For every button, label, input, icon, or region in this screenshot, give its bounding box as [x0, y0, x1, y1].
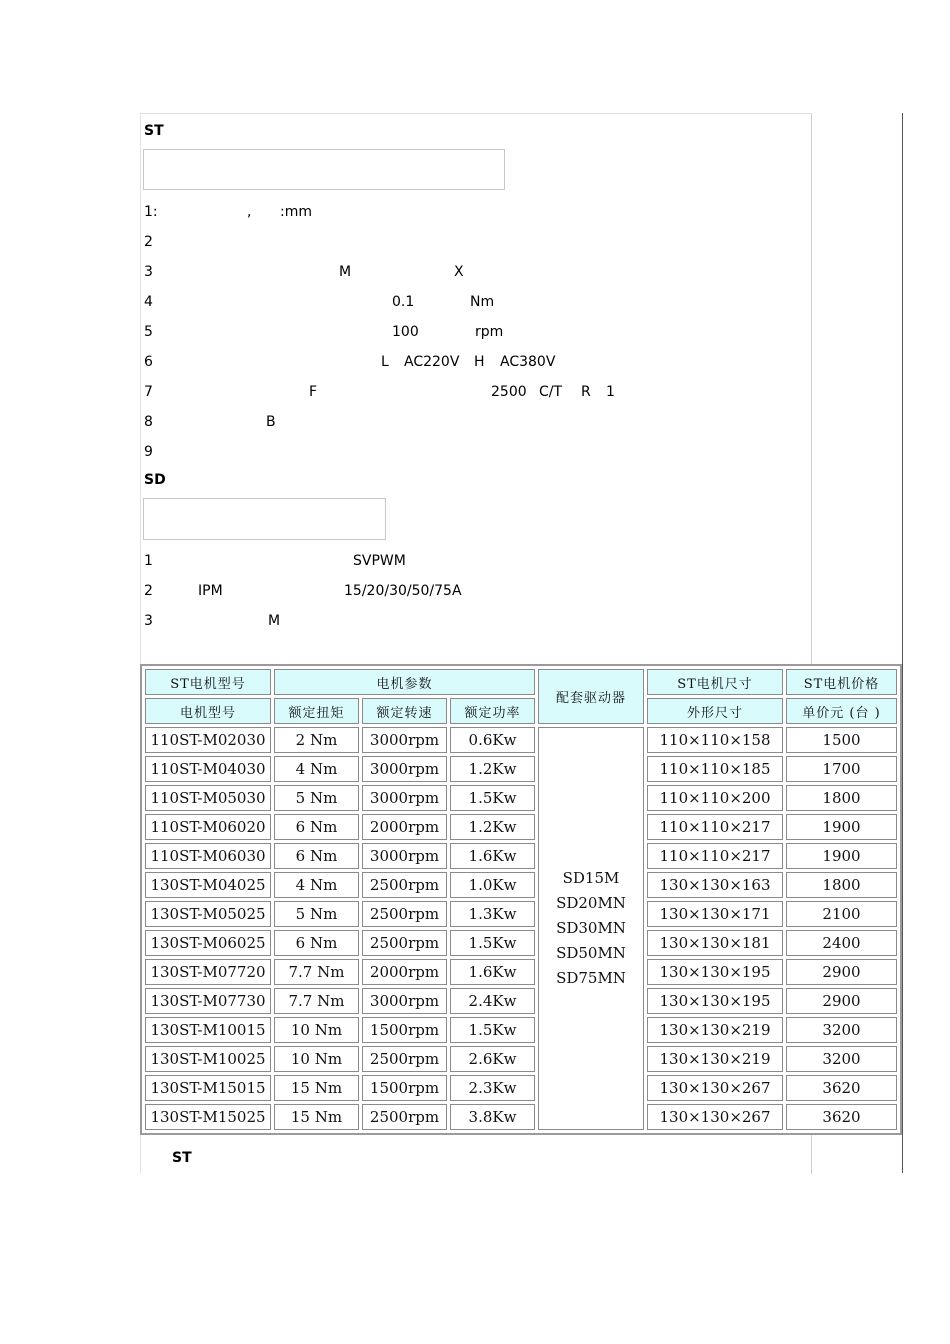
cell-model: 110ST-M05030 [145, 785, 271, 811]
header-speed: 额定转速 [362, 698, 447, 724]
table-header-row-2 [145, 698, 897, 724]
cell-model: 130ST-M10025 [145, 1046, 271, 1072]
cell-torque: 15 Nm [274, 1104, 359, 1130]
cell-price: 2400 [786, 930, 897, 956]
driver-item: SD50MN [556, 944, 626, 962]
header-torque: 额定扭矩 [274, 698, 359, 724]
table-row [145, 959, 897, 985]
cell-torque: 10 Nm [274, 1046, 359, 1072]
cell-speed: 2000rpm [362, 959, 447, 985]
table-row [145, 1017, 897, 1043]
cell-model: 110ST-M06030 [145, 843, 271, 869]
header-motor-params: 电机参数 [274, 669, 535, 695]
cell-dimensions: 130×130×219 [647, 1046, 783, 1072]
cell-torque: 4 Nm [274, 756, 359, 782]
cell-torque: 10 Nm [274, 1017, 359, 1043]
st-section-title: ST [144, 123, 164, 139]
cell-speed: 3000rpm [362, 785, 447, 811]
cell-power: 1.3Kw [450, 901, 535, 927]
cell-model: 110ST-M04030 [145, 756, 271, 782]
header-dimensions: 外形尺寸 [647, 698, 783, 724]
cell-speed: 3000rpm [362, 727, 447, 753]
header-motor-price: ST电机价格 [786, 669, 897, 695]
cell-model: 130ST-M04025 [145, 872, 271, 898]
header-motor-size: ST电机尺寸 [647, 669, 783, 695]
cell-power: 1.5Kw [450, 1017, 535, 1043]
cell-dimensions: 110×110×185 [647, 756, 783, 782]
cell-dimensions: 110×110×200 [647, 785, 783, 811]
table-row [145, 843, 897, 869]
driver-item: SD75MN [556, 969, 626, 987]
cell-dimensions: 130×130×267 [647, 1104, 783, 1130]
cell-dimensions: 110×110×158 [647, 727, 783, 753]
cell-power: 3.8Kw [450, 1104, 535, 1130]
cell-dimensions: 130×130×181 [647, 930, 783, 956]
cell-speed: 2500rpm [362, 872, 447, 898]
cell-model: 110ST-M06020 [145, 814, 271, 840]
cell-power: 2.4Kw [450, 988, 535, 1014]
cell-torque: 7.7 Nm [274, 988, 359, 1014]
cell-power: 1.5Kw [450, 785, 535, 811]
table-row [145, 930, 897, 956]
cell-speed: 2500rpm [362, 901, 447, 927]
cell-price: 1700 [786, 756, 897, 782]
cell-torque: 2 Nm [274, 727, 359, 753]
header-driver: 配套驱动器 [538, 669, 644, 724]
cell-dimensions: 130×130×195 [647, 959, 783, 985]
table-row [145, 1075, 897, 1101]
cell-model: 130ST-M07730 [145, 988, 271, 1014]
header-unit-price: 单价元 (台 ) [786, 698, 897, 724]
cell-model: 130ST-M05025 [145, 901, 271, 927]
cell-model: 130ST-M15025 [145, 1104, 271, 1130]
table-row [145, 1046, 897, 1072]
cell-price: 1800 [786, 872, 897, 898]
cell-speed: 1500rpm [362, 1017, 447, 1043]
cell-power: 1.0Kw [450, 872, 535, 898]
cell-torque: 5 Nm [274, 901, 359, 927]
cell-model: 110ST-M02030 [145, 727, 271, 753]
cell-torque: 7.7 Nm [274, 959, 359, 985]
cell-dimensions: 110×110×217 [647, 814, 783, 840]
cell-torque: 15 Nm [274, 1075, 359, 1101]
header-power: 额定功率 [450, 698, 535, 724]
cell-model: 130ST-M07720 [145, 959, 271, 985]
cell-dimensions: 130×130×219 [647, 1017, 783, 1043]
cell-dimensions: 130×130×195 [647, 988, 783, 1014]
cell-speed: 2000rpm [362, 814, 447, 840]
cell-dimensions: 130×130×267 [647, 1075, 783, 1101]
cell-price: 1900 [786, 843, 897, 869]
driver-item: SD20MN [556, 894, 626, 912]
cell-power: 1.2Kw [450, 814, 535, 840]
table-row [145, 756, 897, 782]
driver-item: SD30MN [556, 919, 626, 937]
cell-speed: 3000rpm [362, 988, 447, 1014]
cell-price: 1800 [786, 785, 897, 811]
cell-power: 1.5Kw [450, 930, 535, 956]
cell-price: 3200 [786, 1046, 897, 1072]
header-motor-model: ST电机型号 [145, 669, 271, 695]
cell-power: 1.2Kw [450, 756, 535, 782]
table-row [145, 785, 897, 811]
cell-dimensions: 130×130×171 [647, 901, 783, 927]
footer-section-title: ST [172, 1150, 192, 1166]
table-row [145, 988, 897, 1014]
cell-dimensions: 110×110×217 [647, 843, 783, 869]
header-model: 电机型号 [145, 698, 271, 724]
cell-torque: 6 Nm [274, 930, 359, 956]
cell-price: 3620 [786, 1104, 897, 1130]
cell-speed: 1500rpm [362, 1075, 447, 1101]
page-divider-right [902, 113, 903, 1173]
cell-model: 130ST-M06025 [145, 930, 271, 956]
cell-price: 1900 [786, 814, 897, 840]
table-row [145, 1104, 897, 1130]
motor-spec-table [140, 664, 902, 1135]
cell-model: 130ST-M15015 [145, 1075, 271, 1101]
driver-item: SD15M [562, 869, 620, 887]
cell-speed: 2500rpm [362, 1104, 447, 1130]
cell-speed: 3000rpm [362, 843, 447, 869]
cell-price: 1500 [786, 727, 897, 753]
table-header-row-1 [145, 669, 897, 695]
cell-price: 3620 [786, 1075, 897, 1101]
cell-power: 2.3Kw [450, 1075, 535, 1101]
table-row [145, 814, 897, 840]
table-row [145, 901, 897, 927]
cell-price: 2100 [786, 901, 897, 927]
cell-price: 2900 [786, 988, 897, 1014]
cell-power: 1.6Kw [450, 959, 535, 985]
cell-price: 2900 [786, 959, 897, 985]
sd-image-placeholder [143, 498, 386, 540]
st-image-placeholder [143, 149, 505, 190]
cell-speed: 2500rpm [362, 1046, 447, 1072]
cell-price: 3200 [786, 1017, 897, 1043]
table-row [145, 727, 897, 753]
cell-speed: 3000rpm [362, 756, 447, 782]
cell-torque: 5 Nm [274, 785, 359, 811]
cell-power: 2.6Kw [450, 1046, 535, 1072]
cell-power: 1.6Kw [450, 843, 535, 869]
sd-section-title: SD [144, 472, 166, 488]
cell-model: 130ST-M10015 [145, 1017, 271, 1043]
cell-torque: 6 Nm [274, 843, 359, 869]
table-row [145, 872, 897, 898]
cell-torque: 6 Nm [274, 814, 359, 840]
cell-torque: 4 Nm [274, 872, 359, 898]
cell-power: 0.6Kw [450, 727, 535, 753]
cell-dimensions: 130×130×163 [647, 872, 783, 898]
cell-driver-list [538, 727, 644, 1130]
cell-speed: 2500rpm [362, 930, 447, 956]
